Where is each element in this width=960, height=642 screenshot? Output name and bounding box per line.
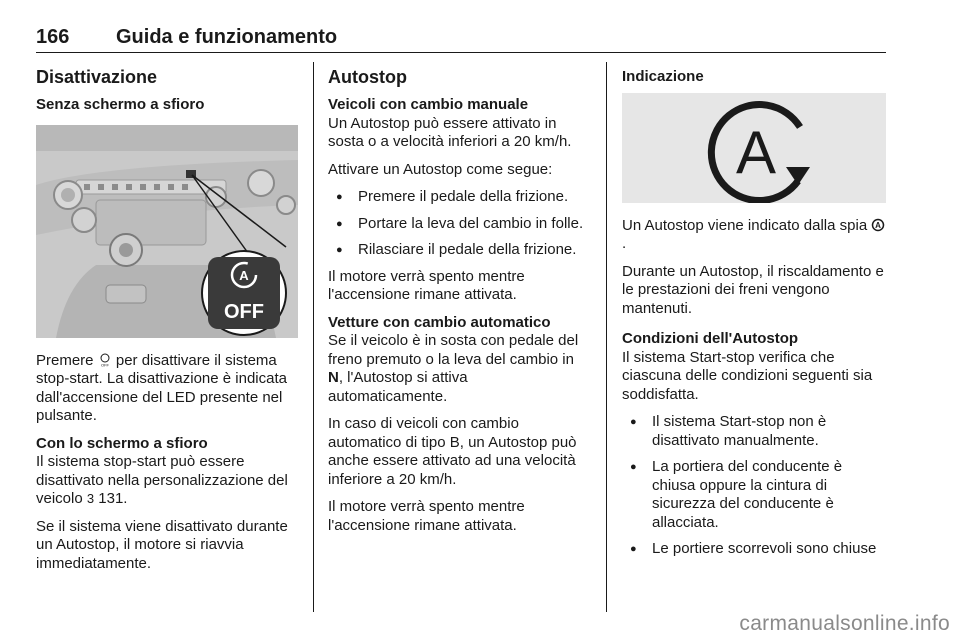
paragraph-engine-off: Il motore verrà spento mentre l'accensione rimane attivata.	[328, 267, 525, 303]
dashboard-photo	[36, 125, 298, 338]
paragraph-restart: Se il sistema viene disattivato durante un Autostop, il motore si riavvia immediatamente.	[36, 517, 288, 572]
section-title-autostop: Autostop	[328, 67, 407, 87]
indicator-letter: A	[735, 118, 777, 186]
section-title-indication: Indicazione	[622, 68, 704, 85]
paragraph-engine-off-auto: Il motore verrà spento mentre l'accensione rimane attivata.	[328, 498, 525, 534]
svg-text:A: A	[875, 220, 882, 230]
button-off-label: OFF	[224, 300, 264, 323]
subsection-conditions: Condizioni dell'Autostop	[622, 330, 799, 347]
paragraph-conditions: Il sistema Start-stop verifica che ciascuna delle condizioni seguenti sia soddisfatta.	[622, 348, 873, 403]
paragraph-indicator: Un Autostop viene indicato dalla spia A .	[622, 217, 886, 254]
list-item: ● Rilasciare il pedale della frizione.	[328, 241, 590, 260]
subsection-no-touchscreen: Senza schermo a sfioro	[36, 96, 205, 113]
autostop-indicator-figure	[622, 93, 886, 203]
subsection-automatic-gearbox: Vetture con cambio automatico	[328, 313, 551, 331]
section-title-deactivation: Disattivazione	[36, 67, 158, 87]
list-item: ● Portare la leva del cambio in folle.	[328, 215, 590, 234]
autostop-off-icon	[98, 353, 112, 367]
list-item: ● Il sistema Start-stop non è disattivato manualmente.	[622, 413, 886, 450]
subsection-manual-gearbox: Veicoli con cambio manuale	[328, 96, 529, 113]
list-item: ● Le portiere scorrevoli sono chiuse	[622, 540, 886, 559]
column-autostop	[328, 62, 590, 544]
autostop-indicator-icon	[622, 93, 886, 203]
button-icon-letter: A	[239, 267, 249, 283]
column-divider-2	[606, 62, 607, 612]
svg-text:OFF: OFF	[100, 362, 109, 367]
list-item: ● Premere il pedale della frizione.	[328, 188, 590, 207]
paragraph-heating: Durante un Autostop, il riscaldamento e le prestazioni dei freni vengono mantenuti.	[622, 262, 884, 317]
paragraph-activate-steps: Attivare un Autostop come segue:	[328, 160, 553, 178]
conditions-list	[622, 413, 886, 559]
paragraph-press-button: Premere OFF per disattivare il sistema stop-start. La disattivazione è indicata dall'accensione del LED presente nel pulsante.	[36, 351, 287, 424]
page-ref-arrow-icon: 3	[86, 491, 95, 506]
page-number: 166	[36, 26, 70, 48]
paragraph-personalization: Il sistema stop-start può essere disattivato nella personalizzazione del veicolo 3 131.	[36, 453, 288, 507]
subsection-touchscreen: Con lo schermo a sfioro	[36, 434, 208, 452]
column-indication	[622, 62, 886, 567]
dashboard-illustration	[36, 125, 298, 338]
page-header	[36, 26, 886, 53]
column-deactivation	[36, 62, 298, 582]
paragraph-type-b: In caso di veicoli con cambio automatico di tipo B, un Autostop può anche essere attivato ad una velocità inferiore a 20 km/h.	[328, 415, 577, 488]
paragraph-activation-speed: Un Autostop può essere attivato in sosta o a velocità inferiori a 20 km/h.	[328, 114, 572, 150]
steps-list	[328, 188, 590, 260]
paragraph-auto-activation: Se il veicolo è in sosta con pedale del freno premuto o la leva del cambio in N, l'Autostop si attiva automaticamente.	[328, 332, 579, 405]
column-divider-1	[313, 62, 314, 612]
watermark: carmanualsonline.info	[739, 612, 950, 635]
autostop-lamp-icon	[871, 218, 885, 232]
list-item: ● La portiera del conducente è chiusa oppure la cintura di sicurezza del conducente è allacciata.	[622, 458, 886, 532]
chapter-title: Guida e funzionamento	[116, 26, 338, 48]
